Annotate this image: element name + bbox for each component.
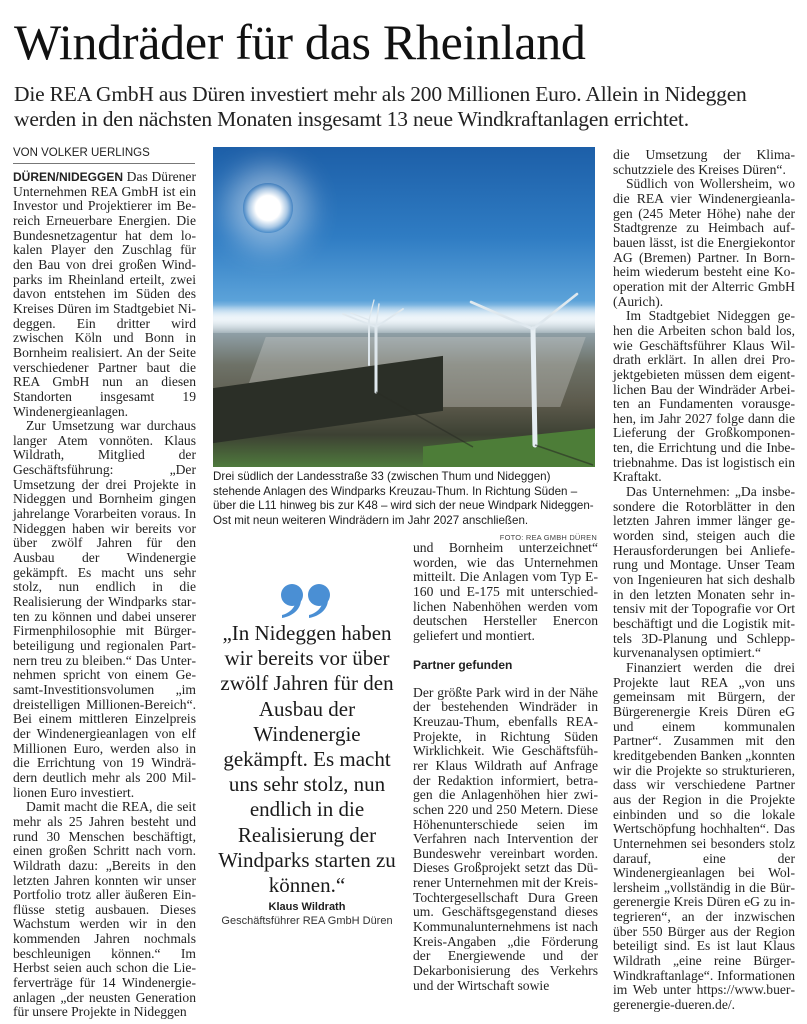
- paragraph: Südlich von Wollersheim, wo die REA vier Windenergieanlagen (245 Meter Höhe) nahe der Stadtgrenze zu Heimbach aufbauen lässt, ist die Energiekontor AG (Bremen) Partner. In Bornheim wiederum besteht eine Kooperation mit der Alterric GmbH (Aurich).: [613, 176, 795, 309]
- pullquote: [212, 583, 402, 928]
- paragraph: die Umsetzung der Klimaschutzziele des Kreises Düren“.: [613, 147, 795, 177]
- quote-mark-icon: [279, 583, 335, 619]
- photo-caption: [213, 470, 597, 546]
- byline: VON VOLKER UERLINGS: [13, 146, 195, 164]
- paragraph: Zur Umsetzung war durchaus langer Atem vonnöten. Klaus Wildrath, Mitglied der Geschäftsführung: „Der Umsetzung der drei Projekte in Nideggen und Bornheim gingen jahrelange Vorarbeiten voraus. In Nideggen haben wir bereits vor über zwölf Jahren für den Ausbau der Windenergie gekämpft. Es macht uns sehr stolz, nun endlich in die Realisierung der Windparks starten zu können und dabei unserer Firmenphilosophie mit Bürgerbeteiligung und regionalen Partnern treu zu bleiben.“ Das Unternehmen spricht von einem Gesamt-Investitionsvolumen „im dreistelligen Millionen-Bereich“. Bei einem mittleren Einzelpreis der Windenergieanlagen von elf Millionen Euro, werden also in die Errichtung von 19 Windrädern deutlich mehr als 200 Millionen Euro investiert.: [13, 418, 196, 800]
- paragraph: und Bornheim unterzeichnet“ worden, wie das Unternehmen mitteilt. Die Anlagen vom Typ E-160 und E-175 mit unterschiedlichen Nabenhöhen werden vom deutschen Hersteller Enercon geliefert und montiert.: [413, 540, 598, 643]
- article-column-3: [613, 148, 795, 1013]
- paragraph-intro-text: Das Dürener Unternehmen REA GmbH ist ein Investor und Projektierer im Bereich Erneuerbare Energien. Die Bundesnetzagentur hat dem lokalen Player den Zuschlag für den Bau von drei großen Windparks im Rheinland erteilt, zwei davon entstehen im Süden des Kreises Düren im Stadtgebiet Nideggen. Ein dritter wird zwischen Köln und Bonn in Bornheim realisiert. An der Seite verschiedener Partner baut die REA GmbH nun an diesen Standorten insgesamt 19 Windenergieanlagen.: [13, 169, 196, 419]
- article-column-1: [13, 170, 196, 1020]
- paragraph-intro: [13, 170, 196, 419]
- paragraph: Der größte Park wird in der Nähe der bestehenden Windräder in Kreuzau-Thum, ebenfalls REA-Projekte, in Richtung Süden Wirklichkeit. Wie Geschäftsführer Klaus Wildrath auf Anfrage der Redaktion informiert, betragen die Anlagenhöhen hier zwischen 220 und 250 Metern. Diese Höhenunterschiede seien im Verfahren nach Intervention der Bundeswehr vereinbart worden. Dieses Großprojekt setzt das Dürener Unternehmen mit der Kreis-Tochtergesellschaft Dura Green um. Geschäftsgegenstand dieses Kommunalunternehmens ist nach Kreis-Angaben „die Förderung der Energiewende und der Dekarbonisierung des Verkehrs und der Wirtschaft sowie: [413, 684, 598, 993]
- paragraph: Damit macht die REA, die seit mehr als 25 Jahren besteht und rund 30 Menschen beschäftigt, einen großen Schritt nach vorn. Wildrath dazu: „Bereits in den letzten Jahren konnten wir unser Portfolio trotz aller äußeren Einflüsse stetig ausbauen. Dieses Wachstum werden wir in den kommenden Jahren nochmals beschleunigen können.“ Im Herbst seien auch schon die Lieferverträge für 14 Windenergieanlagen „der neusten Generation für unsere Projekte in Nideggen: [13, 799, 196, 1020]
- caption-text: Drei südlich der Landesstraße 33 (zwischen Thum und Nideggen) stehende Anlagen des Windparks Kreuzau-Thum. In Richtung Süden – über die L11 hinweg bis zur K48 – wird sich der neue Windpark Nideggen-Ost mit neun weiteren Windrädern im Jahr 2027 anschließen.: [213, 470, 594, 527]
- photo-credit: FOTO: REA GMBH DÜREN: [499, 533, 597, 543]
- paragraph: Das Unternehmen: „Da insbesondere die Rotorblätter in den letzten Jahren immer länger geworden sind, steigen auch die Herausforderungen bei Anlieferung und Montage. Unser Team von Ingenieuren hat sich deshalb in den letzten Monaten sehr intensiv mit der Topografie vor Ort beschäftigt und die Logistik mittels 3D-Planung und Schleppkurvenanalysen optimiert.“: [613, 484, 795, 661]
- article-column-2: [413, 541, 598, 993]
- pullquote-author: Klaus Wildrath: [268, 901, 346, 914]
- article-photo: [213, 147, 595, 467]
- pullquote-author-role: Geschäftsführer REA GmbH Düren: [221, 915, 393, 928]
- wind-turbines-graphic: [213, 147, 595, 467]
- paragraph: Im Stadtgebiet Nideggen gehen die Arbeiten schon bald los, wie Geschäftsführer Klaus Wildrath erklärt. In allen drei Projektgebieten müssen dem eigentlichen Bau der Windräder Arbeiten an Fundamenten vorausgehen, im Jahr 2027 folge dann die Lieferung der Großkomponenten, die Errichtung und die Inbetriebnahme. Das ist logistisch ein Kraftakt.: [613, 308, 795, 485]
- section-subheading: Partner gefunden: [413, 657, 513, 672]
- article-subhead: Die REA GmbH aus Düren investiert mehr als 200 Millionen Euro. Allein in Nideggen werden in den nächsten Monaten insgesamt 13 neue Windkraftanlagen errichtet.: [14, 82, 747, 131]
- dateline: DÜREN/NIDEGGEN: [13, 170, 124, 184]
- paragraph: Finanziert werden die drei Projekte laut REA „von uns gemeinsam mit Bürgern, der Bürgerenergie Kreis Düren eG und einem kommunalen Partner“. Zusammen mit den kreditgebenden Banken „konnten wir die Projekte so strukturieren, dass wir verschiedene Partner aus der Region in die Projekte einbinden und so die lokale Wertschöpfung hochhalten“. Das Unternehmen sei besonders stolz darauf, eine der Windenergieanlagen bei Wollersheim „vollständig in die Bürgerenergie Kreis Düren eG zu integrieren“, an der inzwischen über 550 Bürger aus der Region beteiligt sind. Es ist laut Klaus Wildrath „eine reine Bürger-Windkraftanlage“. Informationen im Web unter https://www.buergerenergie-dueren.de/.: [613, 659, 795, 1013]
- article-headline: Windräder für das Rheinland: [14, 14, 586, 70]
- pullquote-text: „In Nideggen haben wir bereits vor über zwölf Jahren für den Ausbau der Windenergie gekämpft. Es macht uns sehr stolz, nun endlich in die Realisierung der Windparks starten zu können.“: [218, 621, 396, 898]
